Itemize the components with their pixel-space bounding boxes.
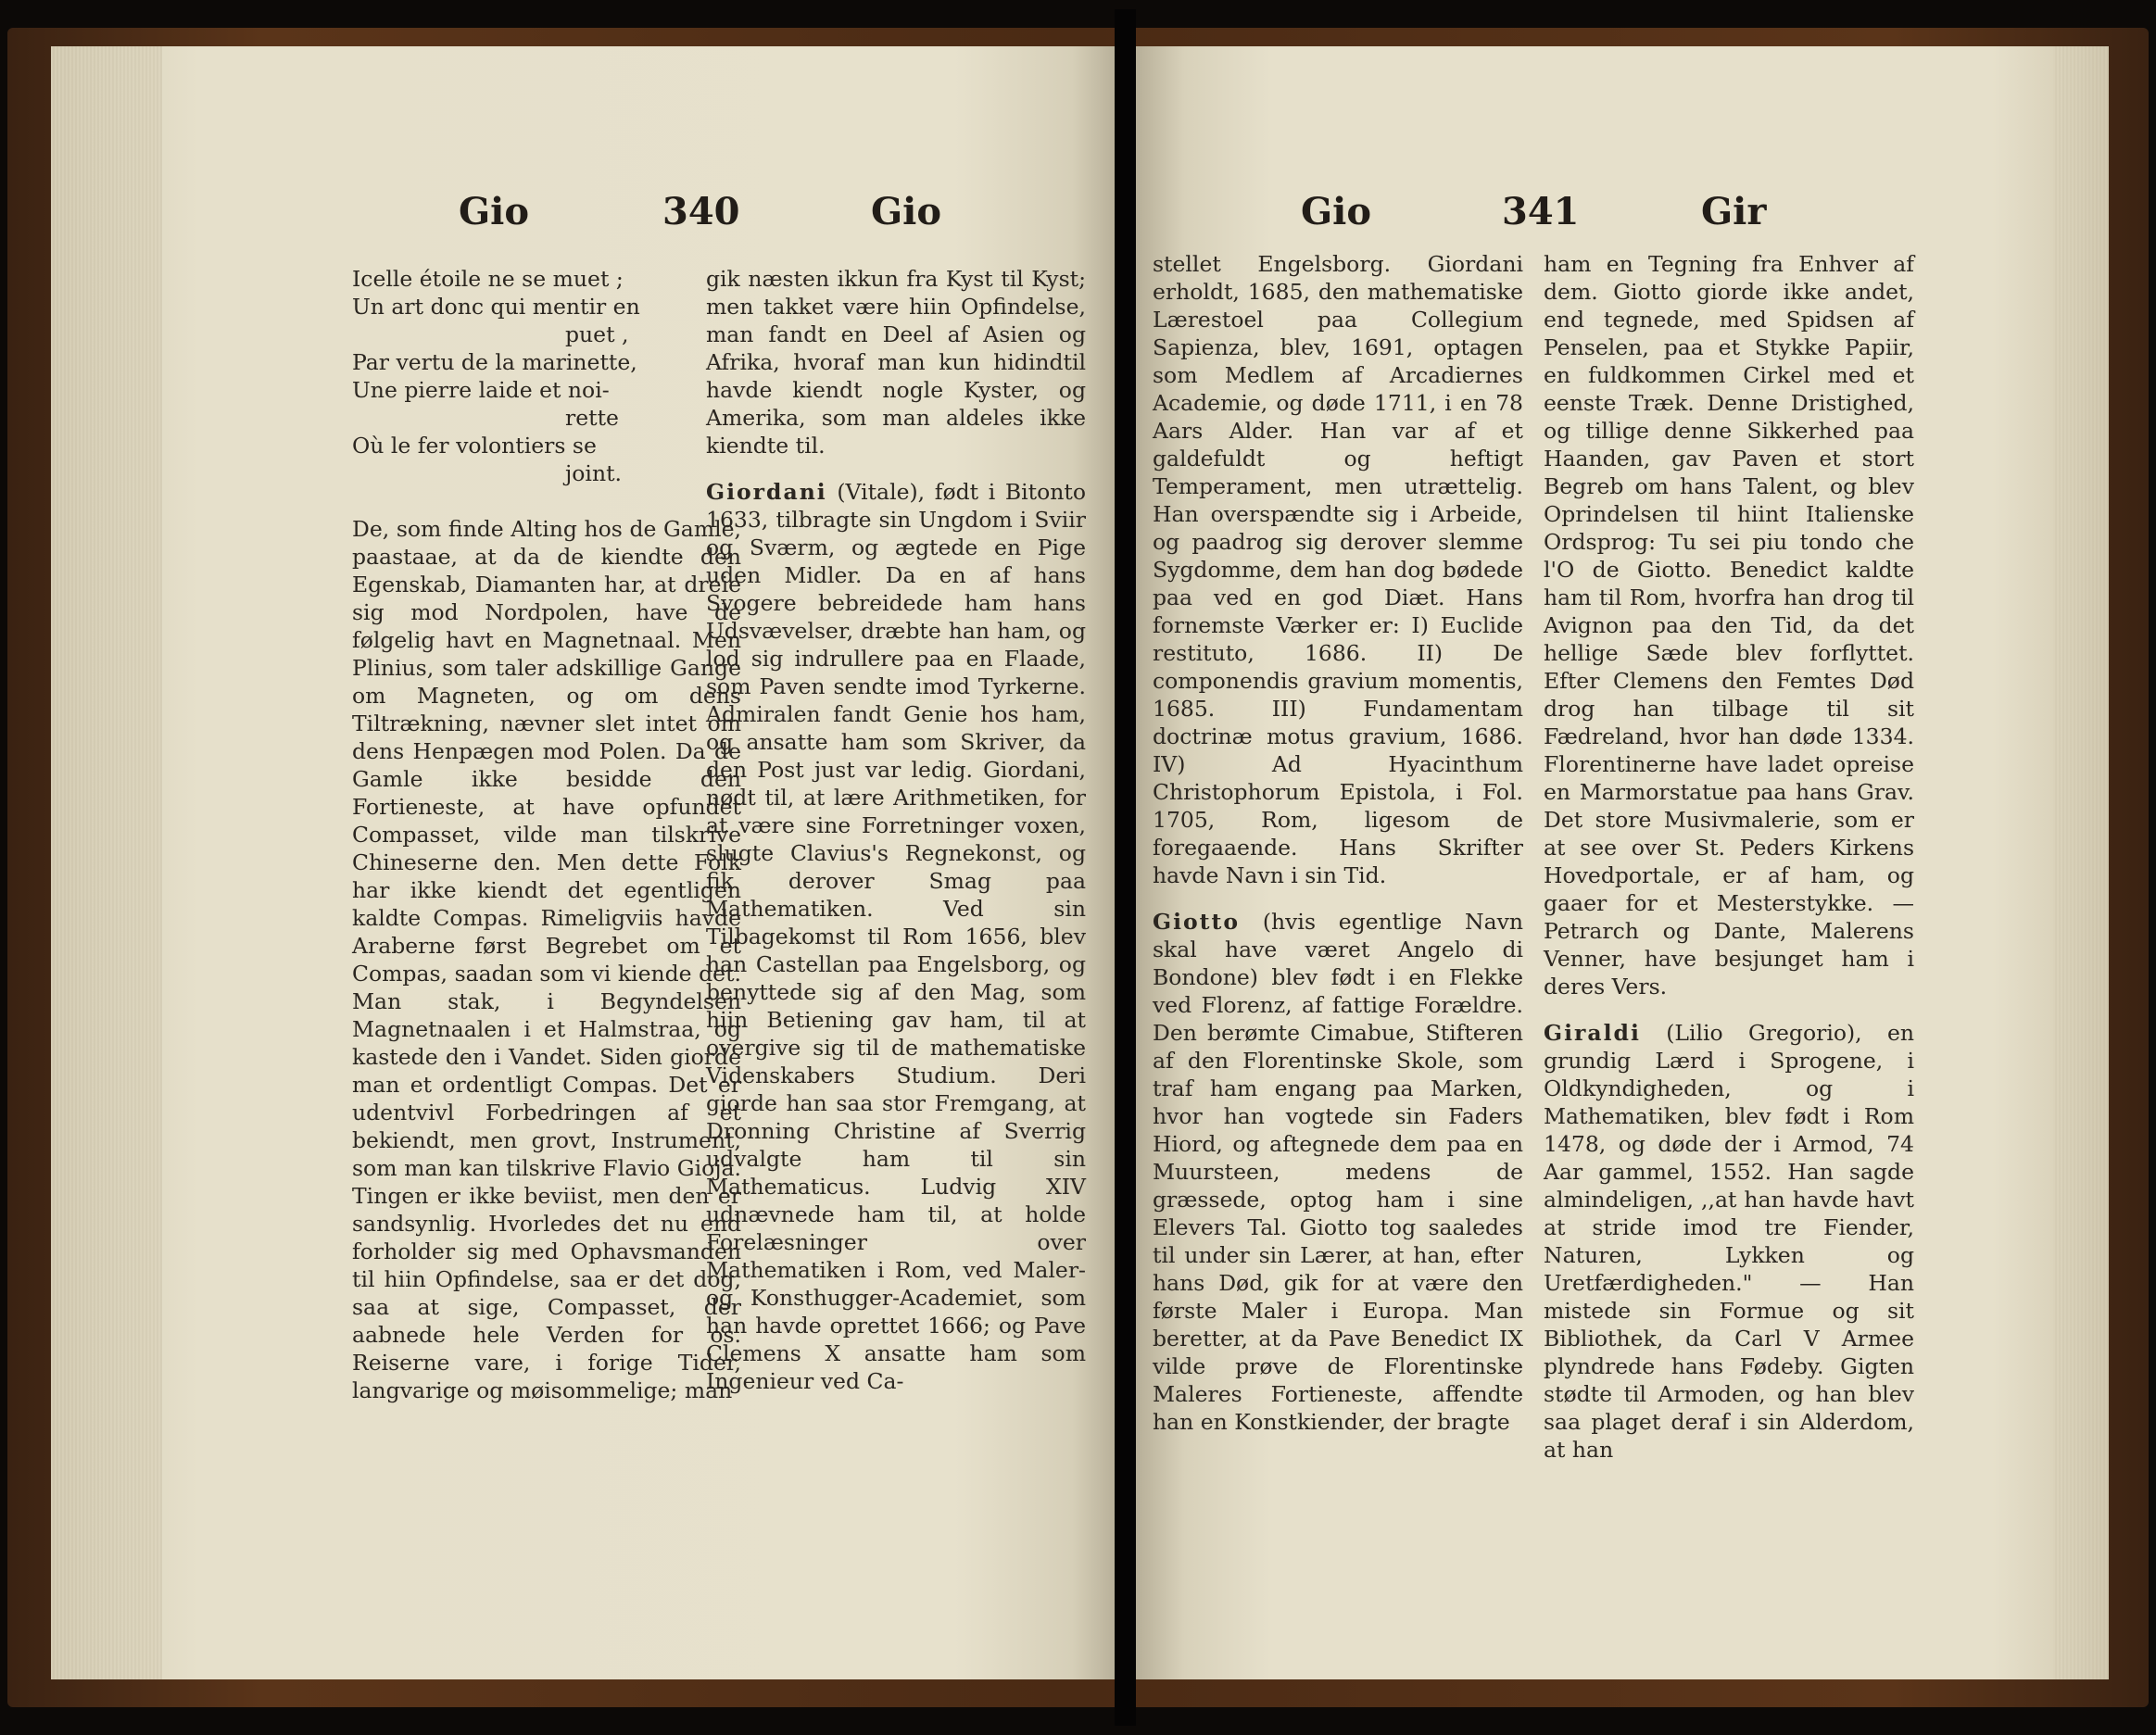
verse-line: Par vertu de la marinette, [352, 349, 637, 375]
guide-word-right: Gir [1701, 190, 1767, 233]
entry-body: (Lilio Gregorio), en grundig Lærd i Sprogene, i Oldkyndigheden, og i Mathematiken, blev født i Rom 1478, og døde der i Armod, 74 Aar gammel, 1552. Han sagde almindeligen, ,,at han havde havt at stride imod tre Fiender, Naturen, Lykken og Uretfærdigheden." — Han mistede sin Formue og sit Bibliothek, da Carl V Armee plyndrede hans Fødeby. Gigten stødte til Armoden, og han blev saa plaget deraf i sin Alderdom, at han [1544, 1020, 1914, 1463]
verse-line: puet , [565, 321, 629, 347]
entry-giraldi [1544, 1019, 1914, 1464]
verse-line: Icelle étoile ne se muet ; [352, 266, 624, 292]
verse-line: Où le fer volontiers se [352, 433, 597, 459]
entry-giordani [706, 478, 1086, 1395]
verse-line: Un art donc qui mentir en [352, 294, 640, 320]
running-head-right [1136, 190, 2109, 245]
compass-paragraph-continued: gik næsten ikkun fra Kyst til Kyst; men takket være hiin Opfindelse, man fandt en Deel af Asien og Afrika, hvoraf man kun hidindtil havde kiendt nogle Kyster, og Amerika, som man aldeles ikke kiendte til. [706, 266, 1086, 459]
guide-word-left: Gio [1301, 190, 1372, 233]
right-page [1136, 46, 2109, 1679]
compass-paragraph: De, som finde Alting hos de Gamle, paastaae, at da de kiendte den Egenskab, Diamanten har, at dreie sig mod Nordpolen, have de følgelig havt en Magnetnaal. Men Plinius, som taler adskillige Gange om Magneten, og om dens Tiltrækning, nævner slet intet om dens Henpægen mod Polen. Da de Gamle ikke besidde den Fortieneste, at have opfundet Compasset, vilde man tilskrive Chineserne den. Men dette Folk har ikke kiendt det egentligen kaldte Compas. Rimeligviis havde Araberne først Begrebet om et Compas, saadan som vi kiende det. Man stak, i Begyndelsen Magnetnaalen i et Halmstraa, og kastede den i Vandet. Siden giorde man et ordentligt Compas. Det er udentvivl Forbedringen af et bekiendt, men grovt, Instrument, som man kan tilskrive Flavio Gioja. Tingen er ikke beviist, men den er sandsynlig. Hvorledes det nu end forholder sig med Ophavsmanden til hiin Opfindelse, saa er det dog, saa at sige, Compasset, der aabnede hele Verden for os. Reiserne vare, i forige Tider, langvarige og møisommelige; man [352, 516, 741, 1403]
book-gutter [1115, 9, 1136, 1726]
verse-line: joint. [565, 460, 622, 486]
running-head-left [51, 190, 1115, 245]
page-edges [51, 46, 162, 1679]
right-column-1 [1153, 250, 1523, 1436]
entry-body: (hvis egentlige Navn skal have været Angelo di Bondone) blev født i en Flekke ved Florenz, af fattige Forældre. Den berømte Cimabue, Stifteren af den Florentinske Skole, som traf ham engang paa Marken, hvor han vogtede sin Faders Hiord, og aftegnede dem paa en Muursteen, medens de græssede, optog ham i sine Elevers Tal. Giotto tog saaledes til under sin Lærer, at han, efter hans Død, gik for at være den første Maler i Europa. Man beretter, at da Pave Benedict IX vilde prøve de Florentinske Maleres Fortieneste, affendte han en Konstkiender, der bragte [1153, 909, 1523, 1435]
entry-headword: Giotto [1153, 909, 1241, 935]
verse-line: Une pierre laide et noi- [352, 377, 610, 403]
page-number: 340 [662, 190, 740, 233]
left-page [51, 46, 1115, 1679]
giotto-continued: ham en Tegning fra Enhver af dem. Giotto giorde ikke andet, end tegnede, med Spidsen af Penselen, paa et Stykke Papiir, en fuldkommen Cirkel med et eenste Træk. Denne Dristighed, og tillige denne Sikkerhed paa Haanden, gav Paven et stort Begreb om hans Talent, og blev Oprindelsen til hiint Italienske Ordsprog: Tu sei piu tondo che l'O de Giotto. Benedict kaldte ham til Rom, hvorfra han drog til Avignon paa den Tid, da det hellige Sæde blev forflyttet. Efter Clemens den Femtes Død drog han tilbage til sit Fædreland, hvor han døde 1334. Florentinerne have ladet opreise en Marmorstatue paa hans Grav. Det store Musivmalerie, som er at see over St. Peders Kirkens Hovedportale, er af ham, og gaaer for et Mesterstykke. — Petrarch og Dante, Malerens Venner, have besjunget ham i deres Vers. [1544, 251, 1914, 1000]
guide-word-right: Gio [871, 190, 942, 233]
page-edges [2053, 46, 2109, 1679]
left-column-1 [352, 265, 741, 1404]
verse-line: rette [565, 405, 619, 431]
guide-word-left: Gio [459, 190, 530, 233]
entry-giotto [1153, 908, 1523, 1436]
entry-headword: Giraldi [1544, 1020, 1641, 1046]
entry-headword: Giordani [706, 479, 827, 505]
french-verse [352, 265, 741, 487]
page-number: 341 [1502, 190, 1580, 233]
right-column-2 [1544, 250, 1914, 1464]
left-column-2 [706, 265, 1086, 1395]
entry-body: (Vitale), født i Bitonto 1633, tilbragte sin Ungdom i Sviir og Sværm, og ægtede en Pige uden Midler. Da en af hans Svogere bebreidede ham hans Udsvævelser, dræbte han ham, og lod sig indrullere paa en Flaade, som Paven sendte imod Tyrkerne. Admiralen fandt Genie hos ham, og ansatte ham som Skriver, da den Post just var ledig. Giordani, nødt til, at lære Arithmetiken, for at være sine Forretninger voxen, slugte Clavius's Regnekonst, og fik derover Smag paa Mathematiken. Ved sin Tilbagekomst til Rom 1656, blev han Castellan paa Engelsborg, og benyttede sig af den Mag, som hiin Betiening gav ham, til at overgive sig til de mathematiske Videnskabers Studium. Deri giorde han saa stor Fremgang, at Dronning Christine af Sverrig udvalgte ham til sin Mathematicus. Ludvig XIV udnævnede ham til, at holde Forelæsninger over Mathematiken i Rom, ved Maler- og Konsthugger-Academiet, som han havde oprettet 1666; og Pave Clemens X ansatte ham som Ingenieur ved Ca- [706, 479, 1086, 1394]
giordani-continued: stellet Engelsborg. Giordani erholdt, 1685, den mathematiske Lærestoel paa Collegium Sapienza, blev, 1691, optagen som Medlem af Arcadiernes Academie, og døde 1711, i en 78 Aars Alder. Han var af et galdefuldt og heftigt Temperament, men utrættelig. Han overspændte sig i Arbeide, og paadrog sig derover slemme Sygdomme, dem han dog bødede paa ved en god Diæt. Hans fornemste Værker er: I) Euclide restituto, 1686. II) De componendis gravium momentis, 1685. III) Fundamentam doctrinæ motus gravium, 1686. IV) Ad Hyacinthum Christophorum Epistola, i Fol. 1705, Rom, ligesom de foregaaende. Hans Skrifter havde Navn i sin Tid. [1153, 251, 1523, 888]
